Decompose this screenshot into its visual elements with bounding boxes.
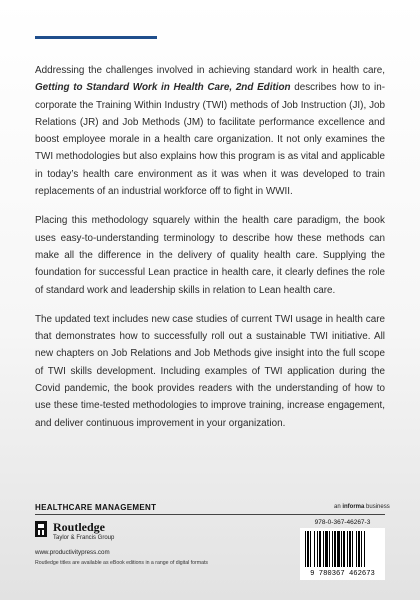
barcode-bars <box>304 531 381 567</box>
accent-rule <box>35 36 157 39</box>
paragraph-1 <box>35 62 385 200</box>
paragraph-3: The updated text includes new case studies of current TWI usage in health care that demonstrates how to successfully roll out a sustainable TWI initiative. All new chapters on Job Relations and Job Methods give insight into the full scope of TWI skills development. Including examples of TWI application during the Covid pandemic, the book provides readers with the understanding of how to use these time-tested methodologies to improve training, increase engagement, and deliver continuous improvement in your organization. <box>35 313 385 429</box>
barcode-digits: 9 780367 462673 <box>310 570 375 578</box>
barcode <box>300 528 385 580</box>
routledge-logo-icon <box>35 521 47 537</box>
isbn-number: 978-0-367-46267-3 <box>314 519 371 526</box>
description-text <box>35 62 385 444</box>
ebook-note: Routledge titles are available as eBook editions in a range of digital formats <box>35 560 209 566</box>
informa-business-label: an informa business <box>334 504 390 510</box>
publisher-group: Taylor & Francis Group <box>53 535 115 541</box>
paragraph-1-body: describes how to incorporate the Training Within Industry (TWI) methods of Job Instruction (JI), Job Relations (JR) and Job Methods (JM) to facilitate performance excellence and boost employee morale in a health care organization. It not only examines the TWI methodologies but also explains how this program is as vital and applicable in today’s health care environment as it was when it was developed to train replacements of an industrial workforce off to fight in WWII. <box>35 82 385 198</box>
publisher-url: www.productivitypress.com <box>35 549 110 556</box>
paragraph-1-intro: Addressing the challenges involved in achieving standard work in health care, <box>35 65 385 76</box>
footer-divider <box>35 514 385 515</box>
publisher-name: Routledge <box>53 520 105 534</box>
book-title: Getting to Standard Work in Health Care, 2nd Edition <box>35 82 291 94</box>
category-label: HEALTHCARE MANAGEMENT <box>35 503 157 512</box>
paragraph-2: Placing this methodology squarely within the health care paradigm, the book uses easy-to-understanding terminology to describe how these methods can make all the difference in the delivery of quality health care. Supplying the foundation for successful Lean practice in health care, it clearly defines the role of standard work and leadership skills in relation to Lean health care. <box>35 215 385 296</box>
